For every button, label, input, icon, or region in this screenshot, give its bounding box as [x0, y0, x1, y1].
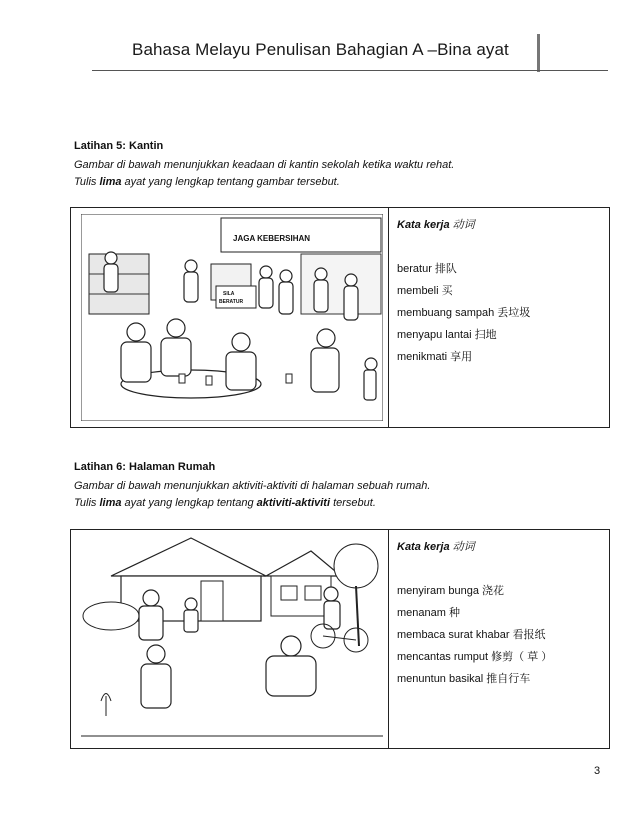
header-divider: [537, 34, 540, 72]
verb-heading: Kata kerja 动词: [397, 541, 475, 553]
exercise-6-line-2: Tulis lima ayat yang lengkap tentang aktiviti-aktiviti tersebut.: [74, 497, 376, 509]
exercise-6-instructions: [74, 461, 614, 512]
verb-item: menyiram bunga 浇花: [397, 585, 504, 597]
exercise-6-title: Latihan 6: Halaman Rumah: [74, 461, 216, 473]
yard-illustration: [81, 536, 383, 742]
exercise-5-instructions: [74, 140, 614, 191]
verb-item: menyapu lantai 扫地: [397, 329, 497, 341]
box-divider: [388, 208, 389, 427]
exercise-5-box: [70, 207, 610, 428]
verb-item: menikmati 享用: [397, 351, 473, 363]
box-divider: [388, 530, 389, 748]
verb-item: membuang sampah 丢垃圾: [397, 307, 531, 319]
page-number: 3: [594, 765, 601, 777]
sign-jaga-kebersihan: JAGA KEBERSIHAN: [233, 234, 311, 243]
sign-sila-beratur: SILA: [223, 291, 235, 297]
verb-list-5: [397, 216, 531, 363]
verb-heading: Kata kerja 动词: [397, 219, 475, 231]
svg-text:BERATUR: BERATUR: [219, 299, 244, 305]
verb-item: mencantas rumput 修剪（ 草 ）: [397, 651, 553, 663]
header-underline: [92, 70, 608, 71]
canteen-illustration: [81, 214, 383, 421]
exercise-5-line-1: Gambar di bawah menunjukkan keadaan di kantin sekolah ketika waktu rehat.: [74, 159, 455, 171]
exercise-5-title: Latihan 5: Kantin: [74, 140, 164, 152]
verb-item: menanam 种: [397, 607, 460, 619]
exercise-6-box: [70, 529, 610, 749]
verb-item: membeli 买: [397, 285, 453, 297]
header-title: Bahasa Melayu Penulisan Bahagian A –Bina ayat: [132, 40, 509, 59]
verb-item: beratur 排队: [397, 263, 457, 275]
exercise-5-line-2: Tulis lima ayat yang lengkap tentang gambar tersebut.: [74, 176, 340, 188]
verb-item: membaca surat khabar 看报纸: [397, 629, 546, 641]
exercise-6-line-1: Gambar di bawah menunjukkan aktiviti-aktiviti di halaman sebuah rumah.: [74, 480, 431, 492]
verb-item: menuntun basikal 推自行车: [397, 673, 531, 685]
verb-list-6: [397, 538, 553, 685]
